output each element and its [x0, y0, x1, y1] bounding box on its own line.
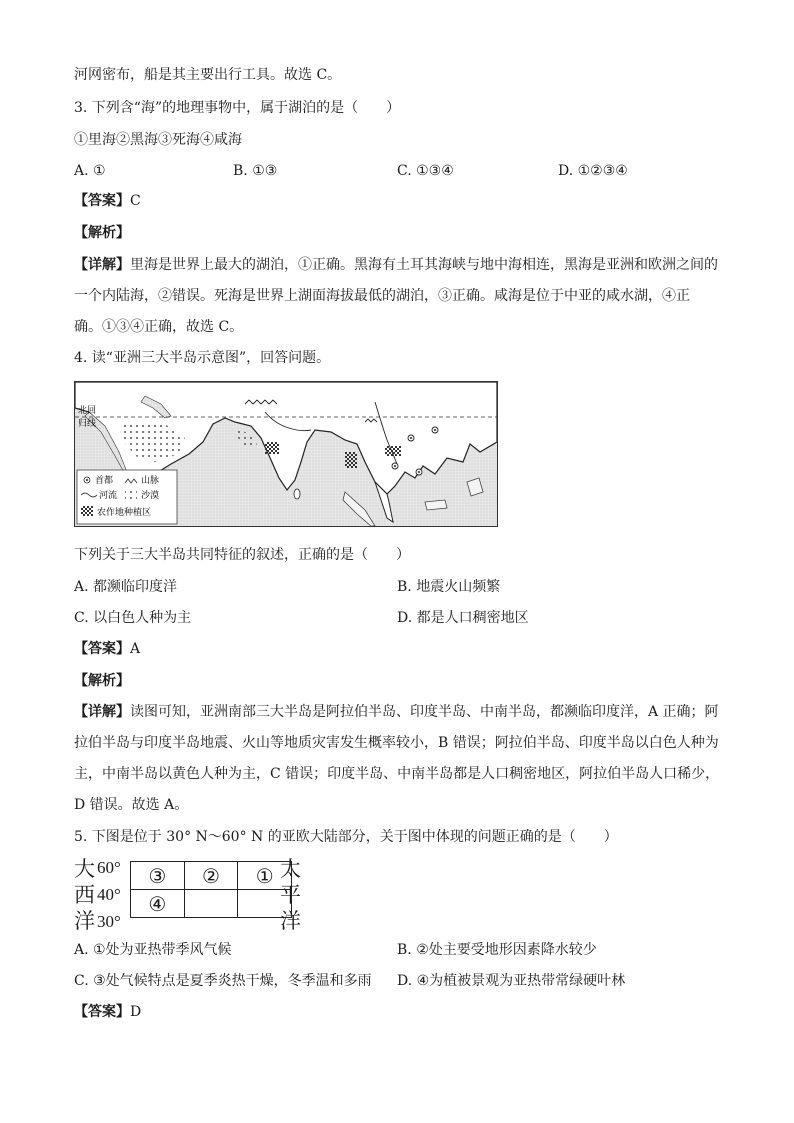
q3-option-b: B. ①③ [233, 163, 278, 179]
legend-river-label: 河流 [99, 491, 118, 501]
farmland-patch [345, 452, 357, 468]
q4-stem: 下列关于三大半岛共同特征的叙述，正确的是（ ） [74, 547, 410, 563]
question-3-items: ①里海②黑海③死海④咸海 [74, 132, 242, 148]
farmland-patch [265, 442, 279, 454]
q4-option-a: A. 都濒临印度洋 [74, 579, 178, 595]
analysis-tag: 【解析】 [74, 673, 130, 689]
q4-detail-line-4: D 错误。故选 A。 [74, 797, 189, 813]
q3-option-a: A. ① [74, 163, 106, 179]
q3-detail-text-1: 里海是世界上最大的湖泊，①正确。黑海有土耳其海峡与地中海相连，黑海是亚洲和欧洲之间的 [130, 257, 718, 273]
q5-answer-value: D [130, 1004, 142, 1020]
q5-option-b: B. ②处主要受地形因素降水较少 [397, 942, 597, 958]
q3-detail-line-1 [74, 256, 718, 274]
asia-peninsulas-map [74, 381, 498, 527]
latitude-label: 40° [97, 885, 121, 904]
legend-mountain-label: 山脉 [141, 476, 160, 486]
ocean-char: 西 [74, 883, 95, 907]
legend-farmland-icon [81, 506, 93, 516]
question-4: 4. 读“亚洲三大半岛示意图”，回答问题。 [74, 350, 331, 366]
ocean-char: 大 [74, 857, 95, 881]
ocean-char: 洋 [280, 909, 301, 933]
q4-detail-text-1: 读图可知，亚洲南部三大半岛是阿拉伯半岛、印度半岛、中南半岛，都濒临印度洋，A 正确；阿 [130, 704, 719, 720]
answer-tag: 【答案】 [74, 641, 130, 657]
q4-option-c: C. 以白色人种为主 [74, 610, 192, 626]
question-3: 3. 下列含“海”的地理事物中，属于湖泊的是（ ） [74, 100, 401, 116]
ocean-char: 平 [280, 883, 301, 907]
question-5: 5. 下图是位于 30° N～60° N 的亚欧大陆部分，关于图中体现的问题正确的是（ ） [74, 829, 618, 845]
q5-answer [74, 1003, 141, 1021]
grid-cell: ③ [131, 862, 185, 890]
capital-marker [418, 471, 420, 473]
capital-marker [394, 465, 396, 467]
zone-grid [130, 861, 292, 918]
text-line: 河网密布，船是其主要出行工具。故选 C。 [74, 67, 342, 83]
sri-lanka [294, 489, 300, 499]
grid-cell: ① [238, 862, 292, 890]
q3-detail-line-3: 确。①③④正确，故选 C。 [74, 319, 244, 335]
q4-detail-line-2: 拉伯半岛与印度半岛地震、火山等地质灾害发生概率较小，B 错误；阿拉伯半岛、印度半岛以白色人种为 [74, 735, 719, 751]
q3-analysis-tag [74, 224, 130, 242]
analysis-tag: 【解析】 [74, 225, 130, 241]
legend-capital-label: 首都 [95, 476, 114, 486]
answer-tag: 【答案】 [74, 1004, 130, 1020]
q3-answer [74, 192, 141, 210]
q3-answer-value: C [130, 193, 141, 209]
capital-marker [434, 429, 436, 431]
q4-option-d: D. 都是人口稠密地区 [397, 610, 529, 626]
q4-option-b: B. 地震火山频繁 [397, 579, 501, 595]
tropic-label: 归线 [78, 419, 97, 429]
q5-grid-figure [74, 857, 304, 935]
q4-answer-value: A [130, 641, 141, 657]
ocean-char: 太 [280, 857, 301, 881]
detail-tag: 【详解】 [74, 257, 130, 273]
legend-farmland-label: 农作地种植区 [97, 508, 152, 518]
q4-analysis-tag [74, 672, 130, 690]
grid-cell: ② [184, 862, 238, 890]
ocean-char: 洋 [74, 909, 95, 933]
legend-desert-label: 沙漠 [141, 491, 160, 501]
q4-detail-line-3: 主，中南半岛以黄色人种为主，C 错误；印度半岛、中南半岛都是人口稠密地区，阿拉伯半岛人口稀少， [74, 766, 720, 782]
legend-desert-icon [125, 491, 137, 499]
q5-option-d: D. ④为植被景观为亚热带常绿硬叶林 [397, 973, 626, 989]
q4-detail-line-1 [74, 703, 719, 721]
detail-tag: 【详解】 [74, 704, 130, 720]
capital-marker [410, 437, 412, 439]
q5-option-c: C. ③处气候特点是夏季炎热干燥，冬季温和多雨 [74, 973, 372, 989]
q3-option-d: D. ①②③④ [558, 163, 628, 179]
grid-cell [184, 890, 238, 918]
grid-cell: ④ [131, 890, 185, 918]
q5-option-a: A. ①处为亚热带季风气候 [74, 942, 232, 958]
tropic-label: 北回 [78, 406, 97, 416]
q3-option-c: C. ①③④ [397, 163, 454, 179]
q3-detail-line-2: 一个内陆海，②错误。死海是世界上湖面海拔最低的湖泊，③正确。咸海是位于中亚的咸水湖，④正 [74, 288, 690, 304]
q4-answer [74, 640, 140, 658]
latitude-label: 60° [97, 858, 121, 877]
answer-tag: 【答案】 [74, 193, 130, 209]
latitude-label: 30° [97, 912, 121, 931]
